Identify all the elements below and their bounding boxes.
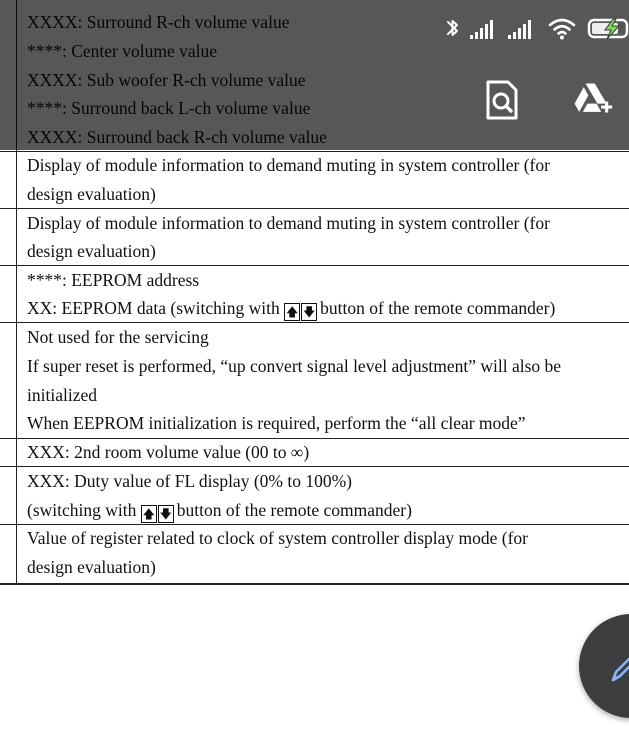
table-row [0,439,629,467]
row-text: initialized [27,385,97,405]
row-text: When EEPROM initialization is required, perform the “all clear mode” [27,413,526,433]
drive-add-icon[interactable] [570,78,614,122]
top-overlay [0,0,629,150]
row-text [27,298,555,321]
row-text: XXX: 2nd room volume value (00 to ∞) [27,442,310,462]
row-text-part: (switching with [27,500,137,520]
row-text: If super reset is performed, “up convert signal level adjustment” will also be [27,356,562,376]
battery-charging-icon [587,14,629,42]
row-text: Display of module information to demand muting in system controller (for [27,213,550,233]
row-text: Value of register related to clock of system controller display mode (for [27,528,529,548]
row-text-part: button of the remote commander) [320,298,556,318]
edit-fab-button[interactable] [579,614,629,718]
table-row [0,323,629,439]
row-text [27,500,412,523]
table-row [0,152,629,209]
wifi-icon [547,14,577,42]
row-text: ****: EEPROM address [27,270,200,290]
search-document-icon[interactable] [480,78,524,122]
row-text-part: button of the remote commander) [176,500,412,520]
arrow-down-key-icon: 🡇 [302,305,316,319]
row-text: XXX: Duty value of FL display (0% to 100%) [27,471,352,491]
row-text: design evaluation) [27,184,156,204]
table-row [0,525,629,585]
status-bar [429,14,629,44]
table-row [0,467,629,525]
row-text: design evaluation) [27,557,156,577]
row-text: Display of module information to demand muting in system controller (for [27,155,550,175]
row-text: Not used for the servicing [27,327,209,347]
bluetooth-icon [445,14,461,42]
signal-icon [507,14,533,42]
edit-pencil-icon [609,654,629,684]
table-row [0,209,629,266]
arrow-down-key-icon: 🡇 [159,507,172,521]
row-text: design evaluation) [27,241,156,261]
arrow-up-key-icon: 🡅 [142,507,155,521]
row-text-part: XX: EEPROM data (switching with [27,298,280,318]
table-row [0,266,629,323]
arrow-up-key-icon: 🡅 [285,305,299,319]
signal-icon [469,14,495,42]
